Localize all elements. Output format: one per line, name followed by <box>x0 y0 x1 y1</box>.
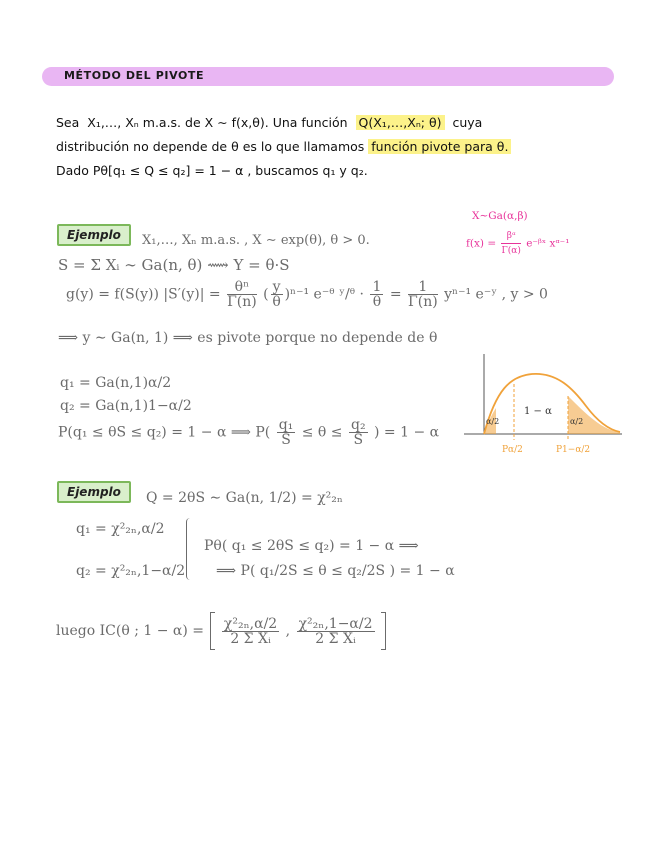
density-eq: = <box>389 286 402 303</box>
ci-frac-1-den: 2 Σ Xᵢ <box>230 630 271 647</box>
example-1-tag: Ejemplo <box>57 224 131 246</box>
ci-frac-2-den: 2 Σ Xᵢ <box>315 630 356 647</box>
density-paren-num: y <box>272 279 281 295</box>
ci-frac-1 <box>222 617 279 646</box>
example-2-rhs-2: ⟹ P( q₁/2S ≤ θ ≤ q₂/2S ) = 1 − α <box>216 563 455 579</box>
gamma-note-line-1: X∼Ga(α,β) <box>472 210 528 222</box>
ci-separator: , <box>285 623 291 639</box>
gamma-note-kernel: e⁻ᵝˣ xᵅ⁻¹ <box>526 237 570 250</box>
gamma-note-den: Γ(α) <box>501 246 521 256</box>
density-frac-3-num: 1 <box>408 280 438 295</box>
intro-line-2 <box>56 139 511 154</box>
p-left-label: Pα/2 <box>502 445 523 455</box>
title-highlight <box>42 67 614 86</box>
ci-right-bracket <box>381 612 386 650</box>
example-1-q2: q₂ = Ga(n,1)1−α/2 <box>60 398 192 414</box>
prob-frac-2-den: S <box>353 432 364 448</box>
prob-left: P(q₁ ≤ θS ≤ q₂) = 1 − α ⟹ P( <box>58 424 271 441</box>
prob-frac-1 <box>277 418 296 447</box>
example-2-q2: q₂ = χ²₂ₙ,1−α/2 <box>76 563 186 579</box>
pivot-name-highlight: función pivote para θ. <box>368 139 511 154</box>
ci-frac-2-num: χ²₂ₙ,1−α/2 <box>298 615 373 632</box>
example-2-q1: q₁ = χ²₂ₙ,α/2 <box>76 521 165 537</box>
center-area-label: 1 − α <box>524 406 552 417</box>
intro-cuya: cuya <box>452 115 483 130</box>
page-title: MÉTODO DEL PIVOTE <box>64 69 205 82</box>
gamma-note-num: βᵅ <box>501 229 520 244</box>
example-1-pivot-line: ⟹ y ∼ Ga(n, 1) ⟹ es pivote porque no depende de θ <box>58 330 438 346</box>
gamma-note-fraction <box>501 229 520 258</box>
p-right-label: P1−α/2 <box>556 445 591 455</box>
example-2-tag: Ejemplo <box>57 481 131 503</box>
prob-frac-2 <box>349 418 368 447</box>
example-2-brace <box>186 518 195 580</box>
density-frac-2 <box>370 280 383 309</box>
density-frac-1 <box>227 280 257 309</box>
density-right: yⁿ⁻¹ e⁻ʸ , y > 0 <box>444 286 548 303</box>
gamma-note-line-2 <box>466 229 569 258</box>
ci-frac-1-num: χ²₂ₙ,α/2 <box>223 615 278 632</box>
intro-def: X₁,…, Xₙ m.a.s. de X ∼ f(x,θ). Una función <box>87 115 348 130</box>
density-mid: ⁿ⁻¹ e⁻ᶿ ʸ/ᶿ · <box>290 286 365 303</box>
example-1-header: X₁,…, Xₙ m.a.s. , X ∼ exp(θ), θ > 0. <box>142 233 370 248</box>
density-paren-frac <box>271 280 283 309</box>
density-curve-sketch <box>462 350 626 460</box>
example-2-rhs-1: Pθ( q₁ ≤ 2θS ≤ q₂) = 1 − α ⟹ <box>204 538 419 554</box>
example-1-q1: q₁ = Ga(n,1)α/2 <box>60 375 172 391</box>
right-tail-label: α/2 <box>570 417 584 426</box>
density-frac-3 <box>408 280 438 309</box>
intro-line-3: Dado Pθ[q₁ ≤ Q ≤ q₂] = 1 − α , buscamos q₁ y q₂. <box>56 163 368 178</box>
prob-right: ) = 1 − α <box>374 424 440 441</box>
pivot-function-highlight: Q(X₁,…,Xₙ; θ) <box>356 115 445 130</box>
ci-left-bracket <box>210 612 215 650</box>
density-frac-1-den: Γ(n) <box>227 294 257 310</box>
density-frac-2-den: θ <box>372 294 382 310</box>
prob-frac-2-num: q₂ <box>350 417 366 433</box>
left-tail-label: α/2 <box>486 417 500 426</box>
example-2-conclusion <box>56 612 386 650</box>
intro-distribution: distribución no depende de θ es lo que llamamos <box>56 139 365 154</box>
gamma-note-fx: f(x) = <box>466 237 497 250</box>
example-1-statistic: S = Σ Xᵢ ∼ Ga(n, θ) ⟿ Y = θ·S <box>58 256 290 274</box>
prob-mid: ≤ θ ≤ <box>301 424 343 441</box>
density-frac-3-den: Γ(n) <box>408 294 438 310</box>
intro-line-1 <box>56 115 482 130</box>
prob-frac-1-den: S <box>281 432 291 448</box>
example-1-probability <box>58 418 439 447</box>
ci-frac-2 <box>297 617 375 646</box>
ci-label: luego IC(θ ; 1 − α) = <box>56 623 205 639</box>
example-1-density: g(y) = f(S(y)) |S′(y)| = $\frac{\text{θⁿ}}{\Gamma(n)}$ ( $\frac{y}{\theta}$ )ⁿ⁻¹ e⁻ᶿ ʸ/ᶿ · $\frac{1}{\theta}$ = $\frac{1}{\Gamma(n)}$ yⁿ⁻¹ e⁻ʸ , y > 0 <box>66 279 548 310</box>
density-left: g(y) = f(S(y)) |S′(y)| = <box>66 286 221 303</box>
density-paren-den: θ <box>272 294 281 310</box>
prob-frac-1-num: q₁ <box>278 417 294 433</box>
density-frac-1-num: θⁿ <box>227 280 257 295</box>
example-2-header: Q = 2θS ∼ Ga(n, 1/2) = χ²₂ₙ <box>146 490 343 506</box>
density-frac-2-num: 1 <box>372 279 382 295</box>
intro-sea: Sea <box>56 115 80 130</box>
